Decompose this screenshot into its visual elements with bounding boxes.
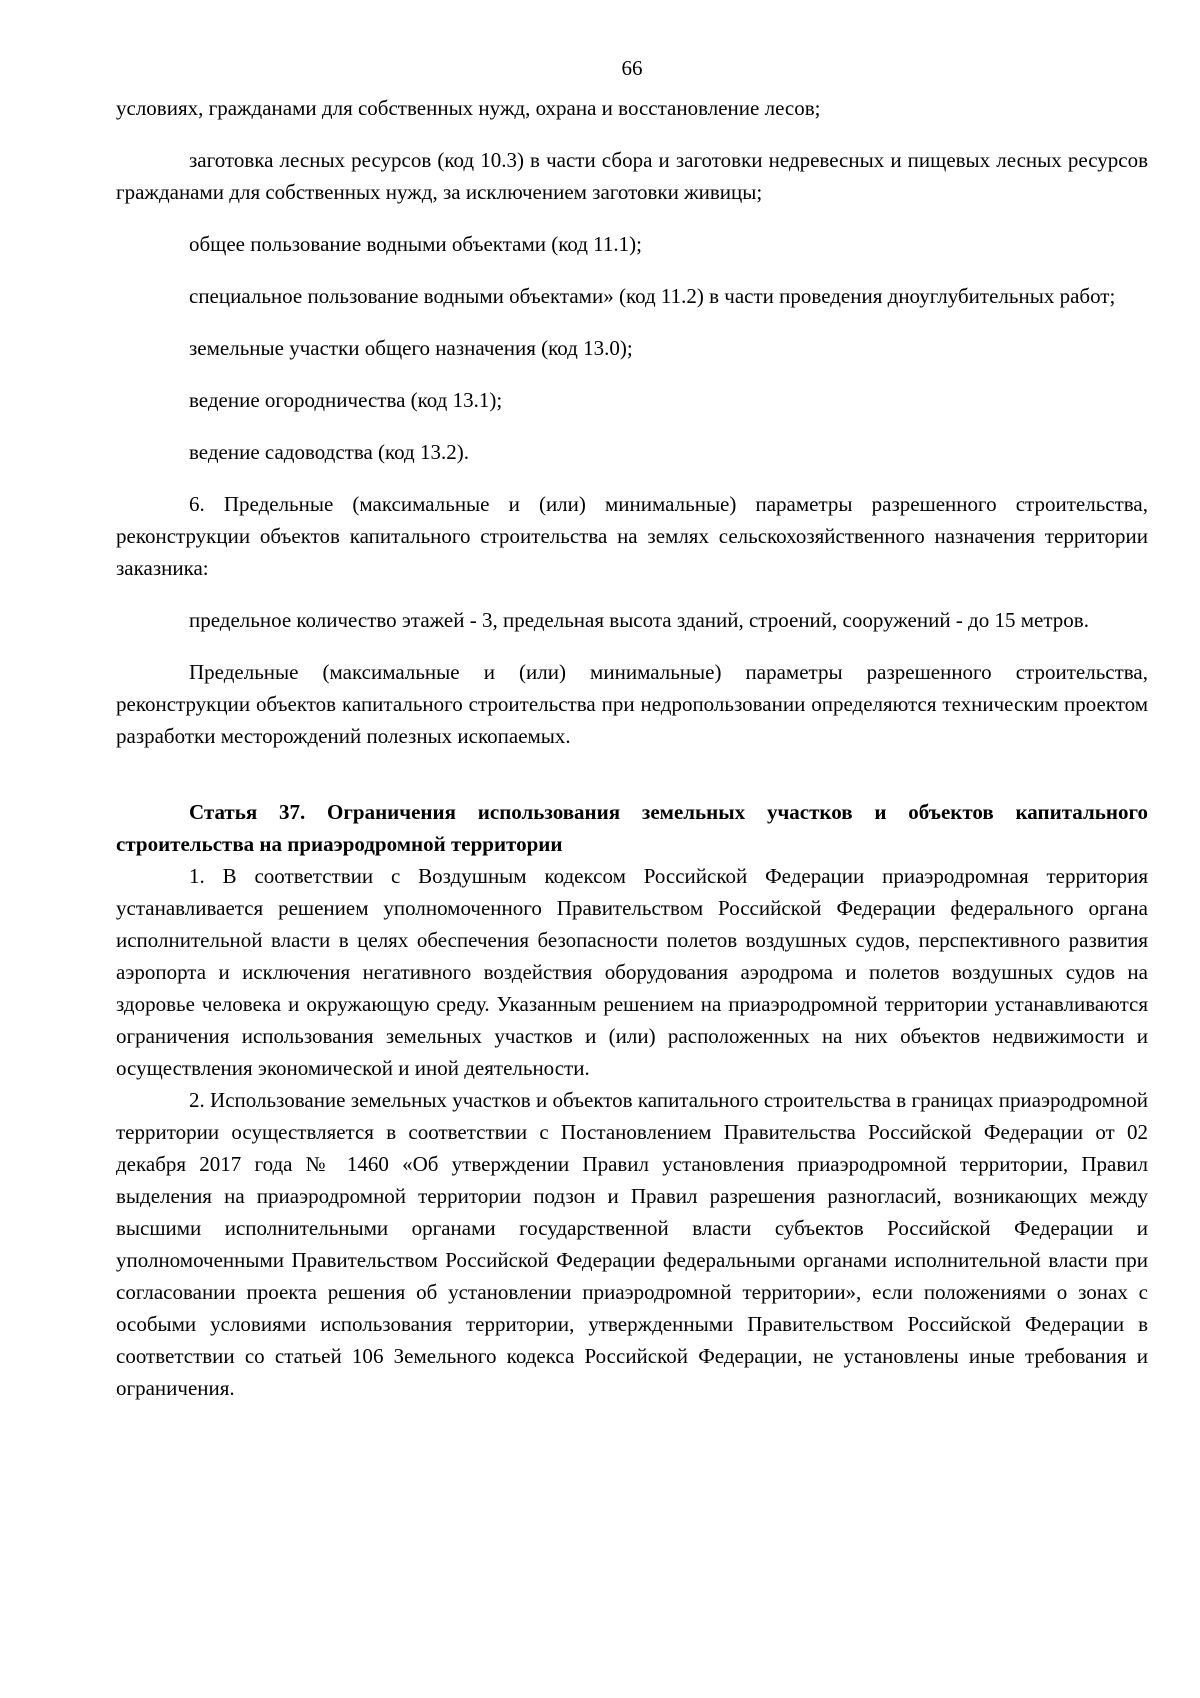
paragraph-limit-parameters: 6. Предельные (максимальные и (или) минимальные) параметры разрешенного строительства, реконструкции объектов капитального строительства на землях сельскохозяйственного назначения территории заказника: bbox=[116, 492, 1148, 580]
article-paragraph-1: 1. В соответствии с Воздушным кодексом Российской Федерации приаэродромная территория устанавливается решением уполномоченного Правительством Российской Федерации федерального органа исполнительной власти в целях обеспечения безопасности полетов воздушных судов, перспективного развития аэропорта и исключения негативного воздействия оборудования аэродрома и полетов воздушных судов на здоровье человека и окружающую среду. Указанным решением на приаэродромной территории устанавливаются ограничения использования земельных участков и (или) расположенных на них объектов недвижимости и осуществления экономической и иной деятельности. bbox=[116, 864, 1148, 1080]
paragraph-floors-height: предельное количество этажей - 3, предельная высота зданий, строений, сооружений - до 15 метров. bbox=[189, 608, 1089, 632]
page-number: 66 bbox=[621, 56, 643, 80]
paragraph-continuation: условиях, гражданами для собственных нужд, охрана и восстановление лесов; bbox=[116, 96, 821, 120]
paragraph-land-common: земельные участки общего назначения (код 13.0); bbox=[189, 336, 633, 360]
top-section bbox=[116, 92, 1148, 752]
article-title: Статья 37. Ограничения использования земельных участков и объектов капитального строительства на приаэродромной территории bbox=[116, 800, 1148, 856]
paragraph-forest-resources: заготовка лесных ресурсов (код 10.3) в части сбора и заготовки недревесных и пищевых лесных ресурсов гражданами для собственных нужд, за исключением заготовки живицы; bbox=[116, 148, 1148, 204]
paragraph-horticulture: ведение садоводства (код 13.2). bbox=[189, 440, 469, 464]
article-paragraph-2: 2. Использование земельных участков и объектов капитального строительства в границах приаэродромной территории осуществляется в соответствии с Постановлением Правительства Российской Федерации от 02 декабря 2017 года № 1460 «Об утверждении Правил установления приаэродромной территории, Правил выделения на приаэродромной территории подзон и Правил разрешения разногласий, возникающих между высшими исполнительными органами государственной власти субъектов Российской Федерации и уполномоченными Правительством Российской Федерации федеральными органами исполнительной власти при согласовании проекта решения об установлении приаэродромной территории», если положениями о зонах с особыми условиями использования территории, утвержденными Правительством Российской Федерации в соответствии со статьей 106 Земельного кодекса Российской Федерации, не установлены иные требования и ограничения. bbox=[116, 1088, 1148, 1400]
article-section bbox=[116, 796, 1148, 1404]
paragraph-subsoil-use: Предельные (максимальные и (или) минимальные) параметры разрешенного строительства, реконструкции объектов капитального строительства при недропользовании определяются техническим проектом разработки месторождений полезных ископаемых. bbox=[116, 660, 1148, 748]
paragraph-gardening: ведение огородничества (код 13.1); bbox=[189, 388, 503, 412]
paragraph-water-special: специальное пользование водными объектами» (код 11.2) в части проведения дноуглубительных работ; bbox=[189, 284, 1116, 308]
paragraph-water-general: общее пользование водными объектами (код 11.1); bbox=[189, 232, 642, 256]
